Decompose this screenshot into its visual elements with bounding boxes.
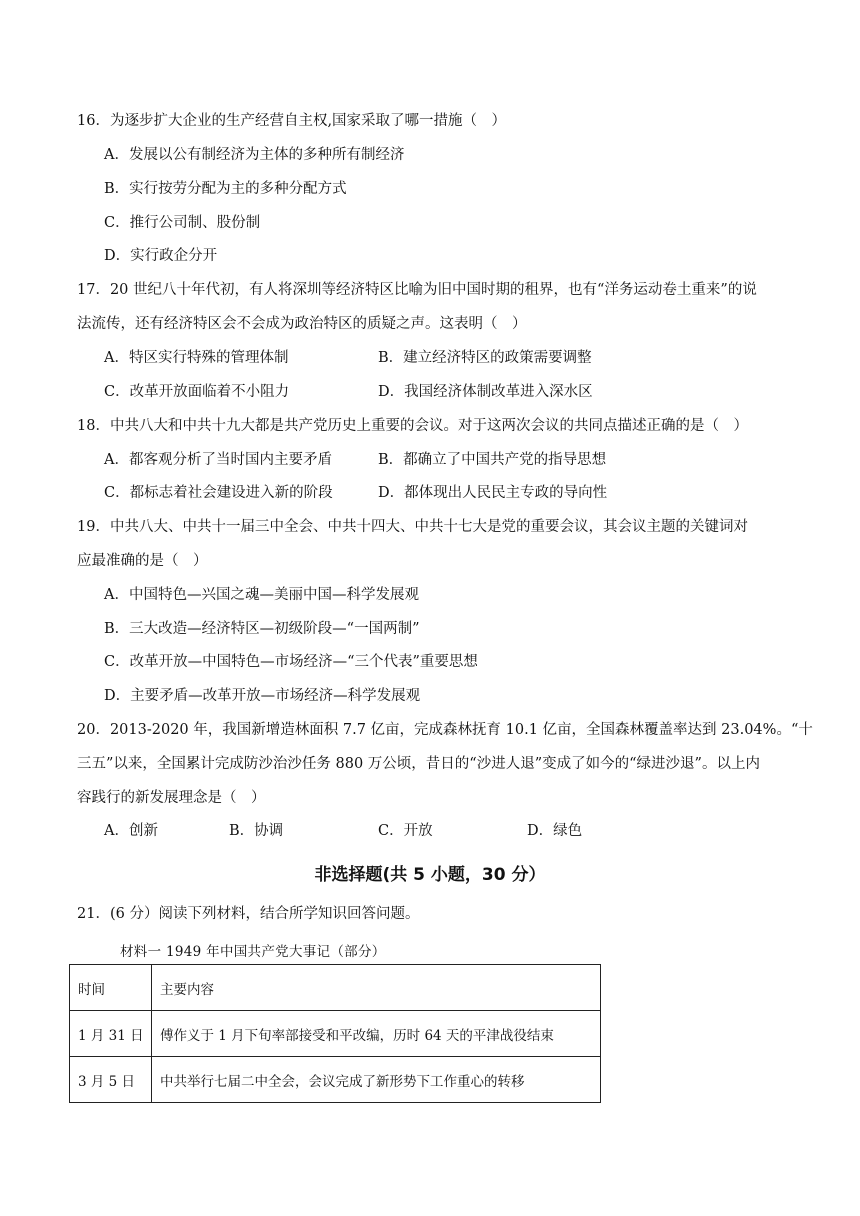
question-19-option-c: C．改革开放—中国特色—市场经济—“三个代表”重要思想	[104, 654, 478, 670]
question-18-option-b: B．都确立了中国共产党的指导思想	[378, 452, 607, 468]
table-row	[70, 1057, 601, 1103]
question-17-option-b: B．建立经济特区的政策需要调整	[378, 350, 592, 366]
question-16-option-b: B．实行按劳分配为主的多种分配方式	[104, 181, 347, 197]
table-cell: 傅作义于 1 月下旬率部接受和平改编，历时 64 天的平津战役结束	[152, 1011, 601, 1057]
question-17-option-d: D．我国经济体制改革进入深水区	[378, 384, 593, 400]
question-19-option-a: A．中国特色—兴国之魂—美丽中国—科学发展观	[104, 587, 419, 603]
table-row	[70, 1011, 601, 1057]
question-19-stem-line-2: 应最准确的是（ ）	[77, 553, 208, 569]
section-title: 非选择题(共 5 小题，30 分）	[314, 865, 546, 885]
question-17-option-c: C．改革开放面临着不小阻力	[104, 384, 290, 400]
question-18-option-d: D．都体现出人民民主专政的导向性	[378, 485, 608, 501]
question-19-option-d: D．主要矛盾—改革开放—市场经济—科学发展观	[104, 688, 421, 704]
question-20-stem-line-2: 三五”以来，全国累计完成防沙治沙任务 880 万公顷，昔日的“沙进人退”变成了如今的“绿进沙退”。以上内	[77, 756, 760, 772]
table-header-cell: 主要内容	[152, 965, 601, 1011]
question-20-stem-line-3: 容践行的新发展理念是（ ）	[77, 790, 266, 806]
question-20-option-c: C．开放	[378, 823, 433, 839]
question-20-option-b: B．协调	[229, 823, 284, 839]
question-16-stem: 16．为逐步扩大企业的生产经营自主权,国家采取了哪一措施（ ）	[77, 113, 507, 129]
question-18-option-a: A．都客观分析了当时国内主要矛盾	[104, 452, 332, 468]
question-17-stem-line-1: 17．20 世纪八十年代初，有人将深圳等经济特区比喻为旧中国时期的租界，也有“洋务运动卷土重来”的说	[77, 282, 757, 298]
question-16-option-d: D．实行政企分开	[104, 248, 218, 264]
question-16-option-a: A．发展以公有制经济为主体的多种所有制经济	[104, 147, 405, 163]
table-cell: 1 月 31 日	[70, 1011, 152, 1057]
table-cell: 3 月 5 日	[70, 1057, 152, 1103]
question-17-option-a: A．特区实行特殊的管理体制	[104, 350, 289, 366]
question-19-stem-line-1: 19．中共八大、中共十一届三中全会、中共十四大、中共十七大是党的重要会议，其会议主题的关键词对	[77, 519, 748, 535]
question-20-option-a: A．创新	[104, 823, 158, 839]
question-18-option-c: C．都标志着社会建设进入新的阶段	[104, 485, 333, 501]
question-17-stem-line-2: 法流传，还有经济特区会不会成为政治特区的质疑之声。这表明（ ）	[77, 316, 527, 332]
question-21-stem: 21．(6 分）阅读下列材料，结合所学知识回答问题。	[77, 906, 420, 922]
table-header-cell: 时间	[70, 965, 152, 1011]
table-header-row	[70, 965, 601, 1011]
question-20-stem-line-1: 20．2013-2020 年，我国新增造林面积 7.7 亿亩，完成森林抚育 10.1 亿亩，全国森林覆盖率达到 23.04%。“十	[77, 722, 813, 738]
question-18-stem: 18．中共八大和中共十九大都是共产党历史上重要的会议。对于这两次会议的共同点描述正确的是（ ）	[77, 418, 748, 434]
question-20-option-d: D．绿色	[527, 823, 583, 839]
question-16-option-c: C．推行公司制、股份制	[104, 215, 261, 231]
table-cell: 中共举行七届二中全会，会议完成了新形势下工作重心的转移	[152, 1057, 601, 1103]
events-table	[69, 964, 601, 1103]
material-caption: 材料一 1949 年中国共产党大事记（部分）	[120, 944, 386, 960]
question-19-option-b: B．三大改造—经济特区—初级阶段—“一国两制”	[104, 621, 420, 637]
